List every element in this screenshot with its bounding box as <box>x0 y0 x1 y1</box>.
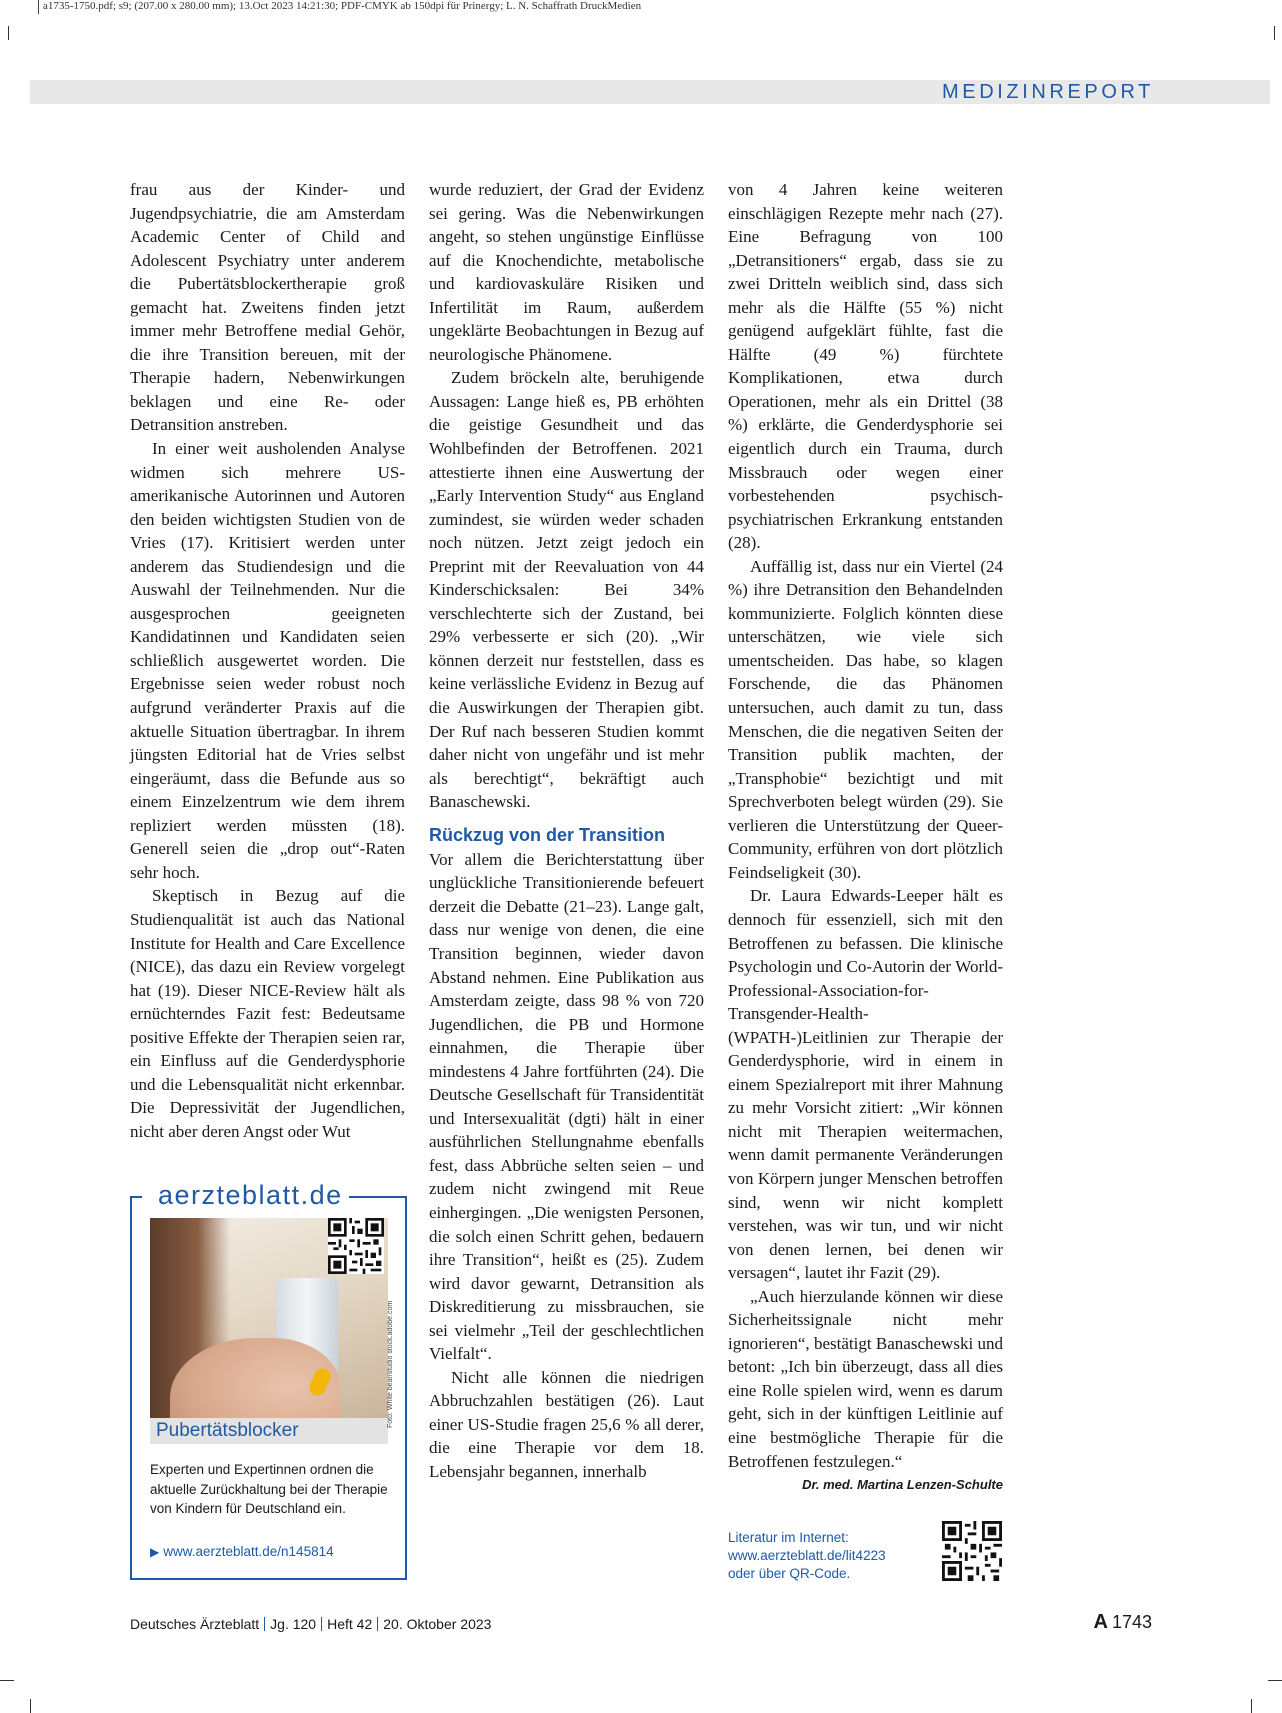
paragraph: wurde reduziert, der Grad der Evidenz sei gering. Was die Nebenwirkungen angeht, so stehen ungünstige Einflüsse auf die Knochendichte, metabolische und kardiovaskuläre Risiken und Infertilität im Raum, außerdem ungeklärte Beobachtungen in Bezug auf neurologische Phänomene. <box>429 180 704 364</box>
teaser-text: Experten und Expertinnen ordnen die aktuelle Zurückhaltung bei der Therapie von Kindern für Deutschland ein. <box>150 1462 388 1516</box>
literature-note <box>728 1529 918 1583</box>
text-column-2 <box>429 178 704 1484</box>
author-line <box>728 1473 1003 1497</box>
footer-divider <box>264 1617 265 1631</box>
box-rule <box>345 1196 407 1198</box>
teaser-link-url[interactable]: www.aerzteblatt.de/n145814 <box>163 1544 334 1559</box>
crop-mark <box>8 26 9 40</box>
paragraph: In einer weit ausholenden Analyse widmen sich mehrere US-amerikanische Autorinnen und Autoren den beiden wichtigsten Studien von de Vries (17). Kritisiert werden unter anderem das Studiendesign und die Auswahl der Teilnehmenden. Nur die ausgesprochen geeigneten Kandidatinnen und Kandidaten seien schließlich ausgewertet worden. Die Ergebnisse seien weder robust noch aufgrund veränderter Praxis auf die aktuelle Situation übertragbar. In ihrem jüngsten Editorial hat de Vries selbst eingeräumt, dass die Befunde aus so einem Einzelzentrum wie dem ihrem repliziert werden müssten (18). Generell seien die „drop out“-Raten sehr hoch. <box>130 439 405 882</box>
photo-credit: Foto: White bear/studio stock.adobe.com <box>387 1300 394 1428</box>
paragraph: Skeptisch in Bezug auf die Studienqualität ist auch das National Institute for Health and Care Excellence (NICE), das dazu ein Review vorgelegt hat (19). Dieser NICE-Review hält als ernüchterndes Fazit fest: Bedeutsame positive Effekte der Therapien seien rar, ein Einfluss auf die Genderdysphorie und die Lebensqualität nicht erkennbar. Die Depressivität der Jugendlichen, nicht aber deren Angst oder Wut <box>130 886 405 1141</box>
crop-mark <box>1268 1680 1282 1681</box>
crop-mark <box>0 1680 14 1681</box>
author-name: Dr. med. Martina Lenzen-Schulte <box>802 1477 1003 1493</box>
paragraph: Vor allem die Berichterstattung über unglückliche Transitionierende befeuert derzeit die Debatte (21–23). Lange galt, dass nur wenige von denen, die eine Transition beginnen, wieder davon Abstand nehmen. Eine Publikation aus Amsterdam zeigte, dass 98 % von 720 Jugendlichen, die PB und Hormone einnahmen, die Therapie über mindestens 4 Jahre fortführten (24). Die Deutsche Gesellschaft für Transidentität und Intersexualität (dgti) hält in einer ausführlichen Stellungnahme ebenfalls fest, dass Abbrüche selten seien – und zudem nicht zwingend mit Reue einhergingen. „Die wenigsten Personen, die solch einen Schritt gehen, bedauern ihre Transition“, heißt es (25). Zudem wird davor gewarnt, Detransition als Diskreditierung zu missbrauchen, sie sei vielmehr „Teil der geschlechtlichen Vielfalt“. <box>429 849 704 1364</box>
teaser-caption: Pubertätsblocker <box>150 1418 388 1444</box>
footer-divider <box>377 1617 378 1631</box>
journal-issue: Heft 42 <box>327 1616 373 1632</box>
online-teaser-box[interactable] <box>130 1180 407 1580</box>
crop-mark <box>1251 1699 1252 1713</box>
paragraph: Nicht alle können die niedrigen Abbruchzahlen bestätigen (26). Laut einer US-Studie fragen 25,6 % all derer, die eine Therapie vor dem 18. Lebensjahr begannen, innerhalb <box>429 1367 704 1481</box>
teaser-link[interactable] <box>150 1544 334 1559</box>
footer-divider <box>321 1617 322 1631</box>
page-number-value: 1743 <box>1111 1612 1152 1632</box>
closing-quote: „Auch hierzulande können wir diese Sicherheitssignale nicht mehr ignorieren“, bestätigt Banaschewski und betont: „Ich bin überzeugt, dass all dies eine Rolle spielen wird, wenn es darum geht, sich in der künftigen Leitlinie auf eine bestmögliche Therapie für die Betroffenen festzulegen.“ <box>728 1286 1003 1471</box>
paragraph <box>728 1285 1003 1473</box>
teaser-site-title: aerzteblatt.de <box>152 1180 349 1210</box>
subheading: Rückzug von der Transition <box>429 824 666 845</box>
paragraph: Auffällig ist, dass nur ein Viertel (24 %) ihre Detransition den Behandelnden kommunizierte. Folglich könnten diese unterschätzen, wie viele sich umentscheiden. Das habe, so klagen Forschende, die das Phänomen untersuchen, auch damit zu tun, dass Menschen, die die negativen Seiten der Transition publik machten, der „Transphobie“ bezichtigt und mit Sprechverboten belegt würden (29). Sie verlieren die Unterstützung der Queer-Community, erführen von dort plötzlich Feindseligkeit (30). <box>728 556 1003 882</box>
print-meta-line: a1735-1750.pdf; s9; (207.00 x 280.00 mm); 13.Oct 2023 14:21:30; PDF-CMYK ab 150dpi für Prinergy; L. N. Schaffrath DruckMedien <box>38 0 641 14</box>
play-triangle-icon: ▶ <box>150 1545 160 1559</box>
page-footer <box>130 1614 491 1634</box>
page-prefix: A <box>1093 1611 1108 1633</box>
paragraph: Zudem bröckeln alte, beruhigende Aussagen: Lange hieß es, PB erhöhten die geistige Gesundheit und das Wohlbefinden der Betroffenen. 2021 attestierte ihnen eine Auswertung der „Early Intervention Study“ aus England zumindest, sie würden weder schaden noch nützen. Jetzt zeigt jedoch ein Preprint mit der Reevaluation von 44 Kinderschicksalen: Bei 34% verschlechterte sich der Zustand, bei 29% verbesserte er sich (20). „Wir können derzeit nur feststellen, dass es keine verlässliche Evidenz in Bezug auf die Auswirkungen der Therapien gibt. Der Ruf nach besseren Studien kommt daher nicht von ungefähr und ist mehr als berechtigt“, bekräftigt auch Banaschewski. <box>429 368 704 812</box>
qr-code-icon[interactable] <box>942 1521 1002 1581</box>
text-column-1 <box>130 178 405 1143</box>
box-rule <box>130 1196 142 1198</box>
paragraph: Dr. Laura Edwards-Leeper hält es dennoch für essenziell, sich mit den Betroffenen zu befassen. Die klinische Psychologin und Co-Autorin der World-Professional-Association-for-Transgender-Health-(WPATH-)Leitlinien zur Therapie der Genderdysphorie, wird in einem in einem Spezialreport mit ihrer Mahnung zu mehr Vorsicht zitiert: „Wir können nicht mit Therapien weitermachen, wenn damit permanente Veränderungen von Körpern junger Menschen betroffen sind, wenn wir nicht komplett verstehen, was wir tun, und wir nicht von denen lernen, bei denen wir versagen“, lautet ihr Fazit (29). <box>728 886 1003 1283</box>
crop-mark <box>1274 26 1275 40</box>
literature-label: Literatur im Internet: <box>728 1530 849 1545</box>
page-number <box>1094 1610 1153 1634</box>
literature-link[interactable]: www.aerzteblatt.de/lit4223 <box>728 1548 886 1563</box>
crop-mark <box>30 1699 31 1713</box>
section-label: MEDIZINREPORT <box>942 81 1154 103</box>
journal-volume: Jg. 120 <box>270 1616 317 1632</box>
journal-date: 20. Oktober 2023 <box>383 1616 492 1632</box>
literature-qr-hint: oder über QR-Code. <box>728 1566 851 1581</box>
qr-code-icon[interactable] <box>328 1218 384 1274</box>
text-column-3 <box>728 178 1003 1497</box>
paragraph: frau aus der Kinder- und Jugendpsychiatrie, die am Amsterdam Academic Center of Child and Adolescent Psychiatry unter anderem die Pubertätsblockertherapie groß gemacht hat. Zweitens finden jetzt immer mehr Betroffene medial Gehör, die ihre Transition bereuen, mit der Therapie hadern, Nebenwirkungen beklagen und eine Re- oder Detransition anstreben. <box>130 180 405 435</box>
journal-name: Deutsches Ärzteblatt <box>130 1616 260 1632</box>
paragraph: von 4 Jahren keine weiteren einschlägigen Rezepte mehr nach (27). Eine Befragung von 100 „Detransitioners“ ergab, dass sie zu zwei Dritteln weiblich sind, dass sich mehr als die Hälfte (55 %) nicht genügend aufgeklärt fühlte, fast die Hälfte (49 %) fürchtete Komplikationen, etwa durch Operationen, mehr als ein Drittel (38 %) erklärte, die Genderdysphorie sei eigentlich durch ein Trauma, durch Missbrauch oder wegen einer vorbestehenden psychisch-psychiatrischen Erkrankung entstanden (28). <box>728 180 1003 553</box>
teaser-photo <box>150 1218 388 1418</box>
